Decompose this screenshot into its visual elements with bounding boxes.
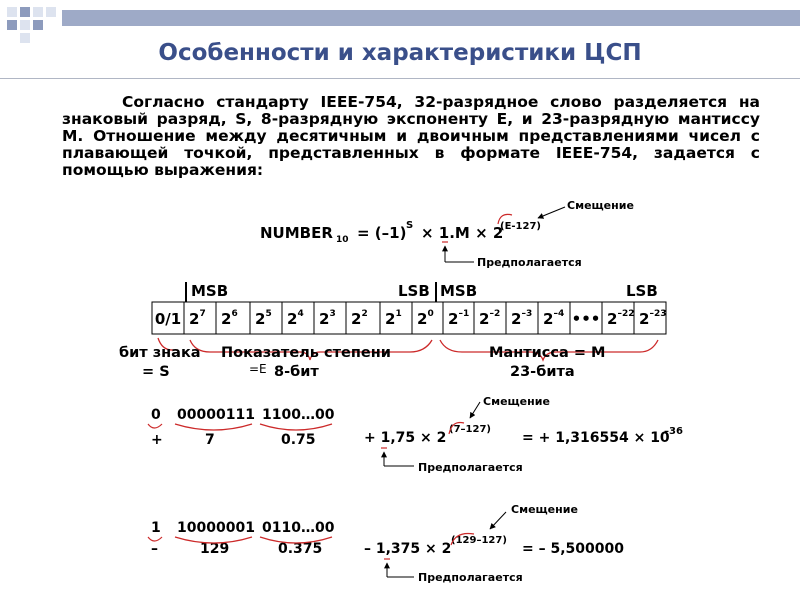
formula-exponent: (E-127) <box>500 221 541 232</box>
ex1-binary-sign: 0 <box>151 407 161 423</box>
register-cell-value: $2^{-23}$ <box>639 309 667 328</box>
register-cell-value: $2^4$ <box>287 309 304 328</box>
register-cell-value: $2^1$ <box>385 309 402 328</box>
ex2-decimal-exponent: 129 <box>200 541 230 557</box>
register-cell <box>216 302 250 334</box>
paragraph-text: Согласно стандарту IEEE-754, 32-разрядное слово разделяется на знаковый разряд, S, 8-разрядную экспоненту E, и 23-разрядную мантиссу M. Отношение между десятичным и двоичным представлениями чисел с плавающей точкой, представленных в формате IEEE-754, задается с помощью выражения: <box>62 93 760 179</box>
register-cell <box>380 302 412 334</box>
exponent-label-2: 8-бит <box>274 364 319 380</box>
example-2 <box>151 503 624 584</box>
ex1-implied-label: Предполагается <box>418 461 523 474</box>
ex1-result-exponent: –36 <box>664 426 683 437</box>
ex1-expression: + 1,75 × 2 <box>364 430 447 446</box>
msb-label-exponent: MSB <box>191 282 229 300</box>
implied-label: Предполагается <box>477 256 582 269</box>
sign-label-2: = S <box>142 364 170 380</box>
ex2-binary-mantissa: 0110…00 <box>262 520 335 536</box>
register-cell <box>250 302 282 334</box>
ex2-expression-exponent: (129–127) <box>451 535 507 546</box>
offset-arrow <box>538 207 565 218</box>
ex2-decimal-sign: – <box>151 541 158 557</box>
formula-sign-term: = (–1) <box>357 224 407 242</box>
register-cell <box>314 302 346 334</box>
ex1-binary-exponent: 00000111 <box>177 407 255 423</box>
formula-mantissa-term: × 1.M × 2 <box>421 224 504 242</box>
ex2-decimal-mantissa: 0.375 <box>278 541 323 557</box>
register-cell <box>538 302 570 334</box>
register-cell <box>443 302 474 334</box>
mantissa-label-1: Мантисса = M <box>489 345 606 361</box>
exponent-label-e: =E <box>249 362 267 376</box>
register-cell-value: $2^6$ <box>221 309 238 328</box>
ex1-offset-label: Смещение <box>483 395 550 408</box>
formula-number: NUMBER <box>260 224 333 242</box>
register-cell <box>282 302 314 334</box>
ex2-expression: – 1,375 × 2 <box>364 541 452 557</box>
register-cell <box>152 302 184 334</box>
register-cell-value: $2^3$ <box>319 309 336 328</box>
register-cell-value: $2^2$ <box>351 309 368 328</box>
ex2-implied-label: Предполагается <box>418 571 523 584</box>
register-cell <box>474 302 506 334</box>
exponent-label-1: Показатель степени <box>221 345 391 361</box>
ex1-decimal-mantissa: 0.75 <box>281 432 316 448</box>
register-cell <box>184 302 216 334</box>
msb-label-mantissa: MSB <box>440 282 478 300</box>
register-cell-value: $2^7$ <box>189 309 206 328</box>
ex1-decimal-exponent: 7 <box>205 432 215 448</box>
register-cell-value: $2^5$ <box>255 309 272 328</box>
register-cell <box>412 302 443 334</box>
register-cell <box>602 302 634 334</box>
ex2-binary-sign: 1 <box>151 520 161 536</box>
lsb-label-exponent: LSB <box>398 282 430 300</box>
sign-label-1: бит знака <box>119 345 201 361</box>
formula-sign-exponent: S <box>406 220 414 231</box>
mantissa-label-2: 23-бита <box>510 364 575 380</box>
ex1-result: = + 1,316554 × 10 <box>522 430 670 446</box>
ex2-offset-label: Смещение <box>511 503 578 516</box>
ex2-binary-exponent: 10000001 <box>177 520 255 536</box>
register-cell <box>570 302 602 334</box>
ex1-binary-mantissa: 1100…00 <box>262 407 335 423</box>
register-cell-value: $2^{-2}$ <box>479 309 501 328</box>
register-cell-value: ••• <box>571 310 601 328</box>
register-cells <box>152 302 666 334</box>
ex1-expression-exponent: (7–127) <box>449 424 491 435</box>
ex1-decimal-sign: + <box>151 432 163 448</box>
slide-title: Особенности и характеристики ЦСП <box>158 40 642 66</box>
offset-label: Смещение <box>567 199 634 212</box>
register-cell <box>634 302 666 334</box>
register-cell-value: $2^{-3}$ <box>511 309 533 328</box>
register-cell-value: $2^{-1}$ <box>448 309 470 328</box>
register-annotations <box>119 338 658 380</box>
example-1 <box>151 395 683 474</box>
formula <box>260 220 541 245</box>
bit-register <box>152 282 666 334</box>
register-cell-value: 0/1 <box>154 310 182 328</box>
lsb-label-mantissa: LSB <box>626 282 658 300</box>
register-cell <box>346 302 380 334</box>
register-cell-value: $2^0$ <box>417 309 434 328</box>
formula-base: 10 <box>336 235 349 245</box>
register-cell-value: $2^{-4}$ <box>543 309 565 328</box>
register-cell-value: $2^{-22}$ <box>607 309 635 328</box>
register-cell <box>506 302 538 334</box>
ex2-result: = – 5,500000 <box>522 541 624 557</box>
